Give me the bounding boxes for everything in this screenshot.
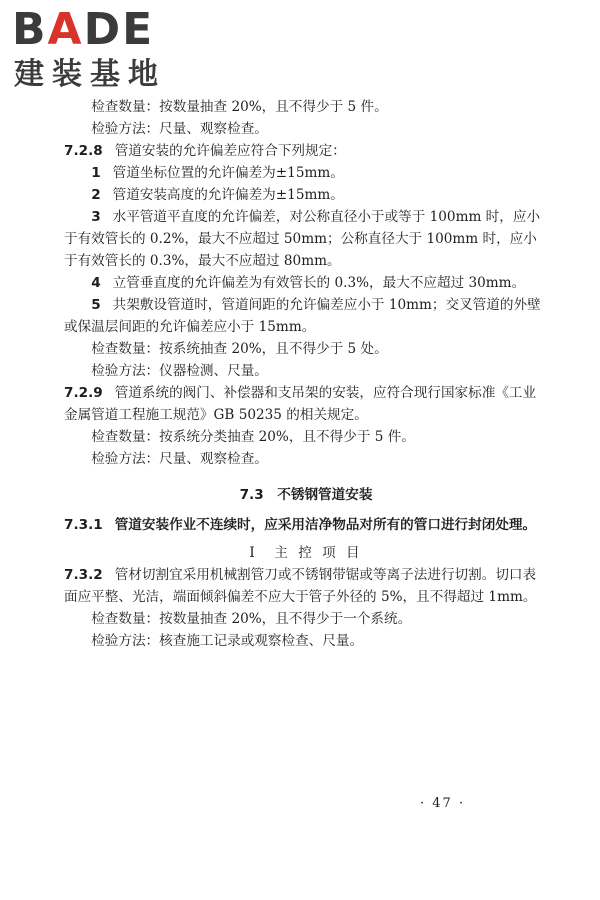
section-title: 7.3 不锈钢管道安装 bbox=[239, 487, 373, 503]
inspection-method: 检验方法：仪器检测、尺量。 bbox=[91, 363, 268, 379]
bade-logo bbox=[10, 6, 180, 96]
clause-text: 管道安装的允许偏差应符合下列规定： bbox=[114, 143, 346, 159]
item-number: 3 bbox=[91, 209, 101, 225]
logo-wordmark: BADE bbox=[12, 4, 155, 55]
item-4 bbox=[64, 272, 548, 294]
item-text: 水平管道平直度的允许偏差，对公称直径小于或等于 100mm 时，应小于有效管长的 0.2%，最大不应超过 50mm；公称直径大于 100mm 时，应小于有效管长的 0.3%，最大不应超过 80mm。 bbox=[64, 209, 541, 269]
clause-number: 7.2.8 bbox=[64, 143, 103, 159]
item-1 bbox=[64, 162, 548, 184]
item-text: 立管垂直度的允许偏差为有效管长的 0.3%，最大不应超过 30mm。 bbox=[112, 275, 526, 291]
inspection-method: 检验方法：核查施工记录或观察检查、尺量。 bbox=[91, 633, 364, 649]
inspection-method: 检验方法：尺量、观察检查。 bbox=[91, 121, 268, 137]
inspection-quantity: 检查数量：按系统分类抽查 20%，且不得少于 5 件。 bbox=[91, 429, 415, 445]
clause-number: 7.3.1 bbox=[64, 517, 103, 533]
item-5 bbox=[64, 294, 548, 338]
item-number: 4 bbox=[91, 275, 101, 291]
logo-subtitle: 建装基地 bbox=[14, 57, 166, 92]
clause-7-3-1 bbox=[64, 514, 548, 536]
clause-7-3-2 bbox=[64, 564, 548, 608]
inspection-method: 检验方法：尺量、观察检查。 bbox=[91, 451, 268, 467]
item-number: 1 bbox=[91, 165, 101, 181]
inspection-quantity: 检查数量：按数量抽查 20%，且不得少于一个系统。 bbox=[91, 611, 412, 627]
inspection-quantity: 检查数量：按数量抽查 20%，且不得少于 5 件。 bbox=[91, 99, 388, 115]
clause-number: 7.2.9 bbox=[64, 385, 103, 401]
item-text: 管道安装高度的允许偏差为±15mm。 bbox=[112, 187, 344, 203]
clause-7-2-8 bbox=[64, 140, 548, 162]
item-number: 2 bbox=[91, 187, 101, 203]
clause-text: 管材切割宜采用机械割管刀或不锈钢带锯或等离子法进行切割。切口表面应平整、光洁，端面倾斜偏差不应大于管子外径的 5%，且不得超过 1mm。 bbox=[64, 567, 537, 605]
subsection-title: Ⅰ 主 控 项 目 bbox=[249, 545, 363, 561]
item-text: 管道坐标位置的允许偏差为±15mm。 bbox=[112, 165, 344, 181]
page-number: · 47 · bbox=[420, 796, 466, 811]
document-body bbox=[64, 96, 548, 652]
item-number: 5 bbox=[91, 297, 101, 313]
clause-text: 管道安装作业不连续时，应采用洁净物品对所有的管口进行封闭处理。 bbox=[114, 517, 537, 533]
clause-number: 7.3.2 bbox=[64, 567, 103, 583]
item-text: 共架敷设管道时，管道间距的允许偏差应小于 10mm；交叉管道的外壁或保温层间距的允许偏差应小于 15mm。 bbox=[64, 297, 541, 335]
item-2 bbox=[64, 184, 548, 206]
clause-7-2-9 bbox=[64, 382, 548, 426]
clause-text: 管道系统的阀门、补偿器和支吊架的安装，应符合现行国家标准《工业金属管道工程施工规范》GB 50235 的相关规定。 bbox=[64, 385, 537, 423]
inspection-quantity: 检查数量：按系统抽查 20%，且不得少于 5 处。 bbox=[91, 341, 388, 357]
item-3 bbox=[64, 206, 548, 272]
